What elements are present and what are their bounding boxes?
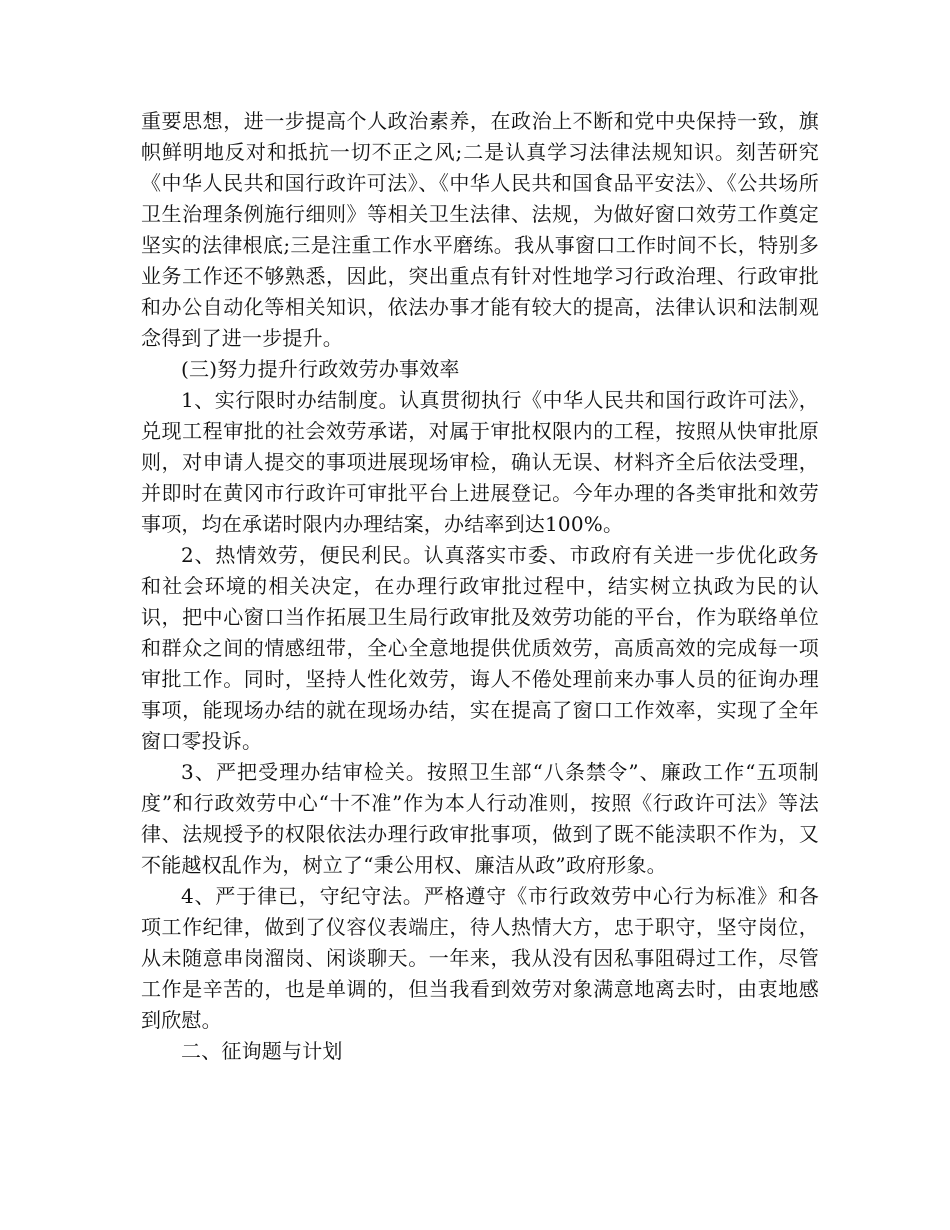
paragraph-service: 2、热情效劳，便民利民。认真落实市委、市政府有关进一步优化政务和社会环境的相关决定，在办理行政审批过程中，结实树立执政为民的认识，把中心窗口当作拓展卫生局行政审批及效劳功能的平台，作为联络单位和群众之间的情感纽带，全心全意地提供优质效劳，高质高效的完成每一项审批工作。同时，坚持人性化效劳，诲人不倦处理前来办事人员的征询办理事项，能现场办结的就在现场办结，实在提高了窗口工作效率，实现了全年窗口零投诉。 bbox=[141, 543, 819, 753]
paragraph-discipline: 4、严于律已，守纪守法。严格遵守《市行政效劳中心行为标准》和各项工作纪律，做到了仪容仪表端庄，待人热情大方，忠于职守，坚守岗位，从未随意串岗溜岗、闲谈聊天。一年来，我从没有因私事阻碍过工作，尽管工作是辛苦的，也是单调的，但当我看到效劳对象满意地离去时，由衷地感到欣慰。 bbox=[141, 884, 819, 1032]
section-heading-problems-plan: 二、征询题与计划 bbox=[181, 1039, 343, 1063]
section-heading-efficiency: (三)努力提升行政效劳办事效率 bbox=[181, 357, 460, 381]
paragraph-study-continued: 重要思想，进一步提高个人政治素养，在政治上不断和党中央保持一致，旗帜鲜明地反对和抵抗一切不正之风;二是认真学习法律法规知识。刻苦研究《中华人民共和国行政许可法》、《中华人民共和国食品平安法》、《公共场所卫生治理条例施行细则》等相关卫生法律、法规，为做好窗口效劳工作奠定坚实的法律根底;三是注重工作水平磨练。我从事窗口工作时间不长，特别多业务工作还不够熟悉，因此，突出重点有针对性地学习行政治理、行政审批和办公自动化等相关知识，依法办事才能有较大的提高，法律认识和法制观念得到了进一步提升。 bbox=[141, 109, 819, 350]
paragraph-review: 3、严把受理办结审检关。按照卫生部“八条禁令”、廉政工作“五项制度”和行政效劳中心“十不准”作为本人行动准则，按照《行政许可法》等法律、法规授予的权限依法办理行政审批事项，做到了既不能渎职不作为，又不能越权乱作为，树立了“秉公用权、廉洁从政”政府形象。 bbox=[141, 760, 819, 877]
paragraph-time-limit: 1、实行限时办结制度。认真贯彻执行《中华人民共和国行政许可法》，兑现工程审批的社会效劳承诺，对属于审批权限内的工程，按照从快审批原则，对申请人提交的事项进展现场审检，确认无误、材料齐全后依法受理，并即时在黄冈市行政许可审批平台上进展登记。今年办理的各类审批和效劳事项，均在承诺时限内办理结案，办结率到达100%。 bbox=[141, 388, 819, 536]
